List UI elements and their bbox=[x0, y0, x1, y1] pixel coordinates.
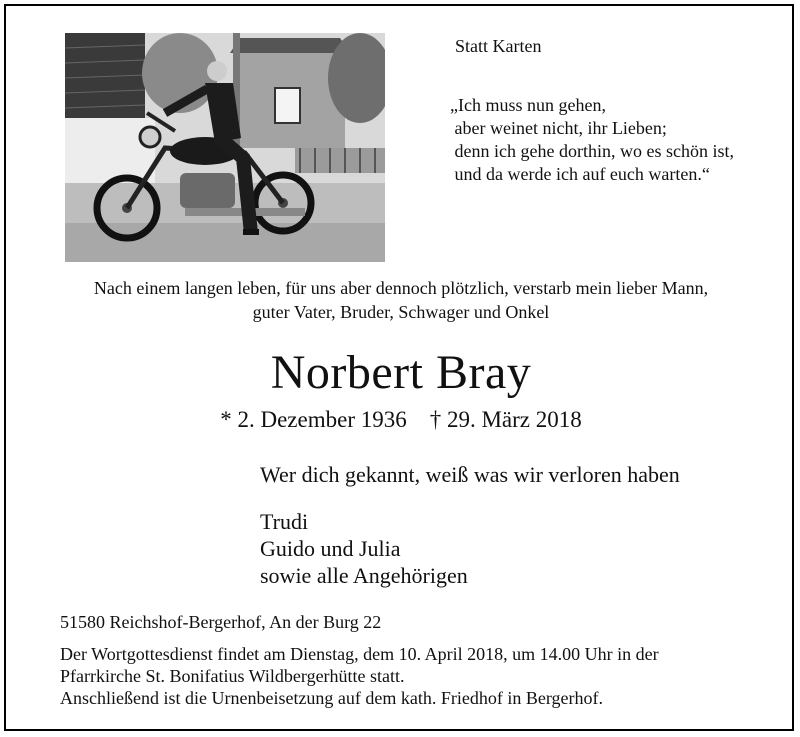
mourner-name: sowie alle Angehörigen bbox=[260, 563, 468, 588]
intro-line: guter Vater, Bruder, Schwager und Onkel bbox=[252, 302, 550, 322]
family-address: 51580 Reichshof-Bergerhof, An der Burg 22 bbox=[60, 612, 382, 632]
service-line: Der Wortgottesdienst findet am Dienstag, dem 10. April 2018, um 14.00 Uhr in der bbox=[60, 644, 659, 664]
poem-quote bbox=[450, 94, 734, 186]
life-dates: * 2. Dezember 1936 † 29. März 2018 bbox=[220, 407, 582, 432]
service-info bbox=[60, 643, 659, 709]
poem-line: und da werde ich auf euch warten.“ bbox=[450, 164, 710, 184]
poem-line: denn ich gehe dorthin, wo es schön ist, bbox=[450, 141, 734, 161]
service-line: Pfarrkirche St. Bonifatius Wildbergerhütte statt. bbox=[60, 666, 405, 686]
portrait-photo bbox=[65, 33, 385, 262]
mourners-list bbox=[260, 508, 468, 589]
poem-line: aber weinet nicht, ihr Lieben; bbox=[450, 118, 667, 138]
mourner-name: Trudi bbox=[260, 509, 309, 534]
service-line: Anschließend ist die Urnenbeisetzung auf dem kath. Friedhof in Bergerhof. bbox=[60, 688, 604, 708]
deceased-name: Norbert Bray bbox=[270, 346, 532, 399]
statt-karten-label: Statt Karten bbox=[455, 36, 542, 56]
motto-text: Wer dich gekannt, weiß was wir verloren haben bbox=[260, 462, 680, 487]
intro-line: Nach einem langen leben, für uns aber dennoch plötzlich, verstarb mein lieber Mann, bbox=[93, 278, 709, 298]
poem-line: „Ich muss nun gehen, bbox=[450, 95, 606, 115]
intro-text bbox=[6, 276, 796, 324]
mourner-name: Guido und Julia bbox=[260, 536, 401, 561]
obituary-notice bbox=[4, 4, 794, 731]
